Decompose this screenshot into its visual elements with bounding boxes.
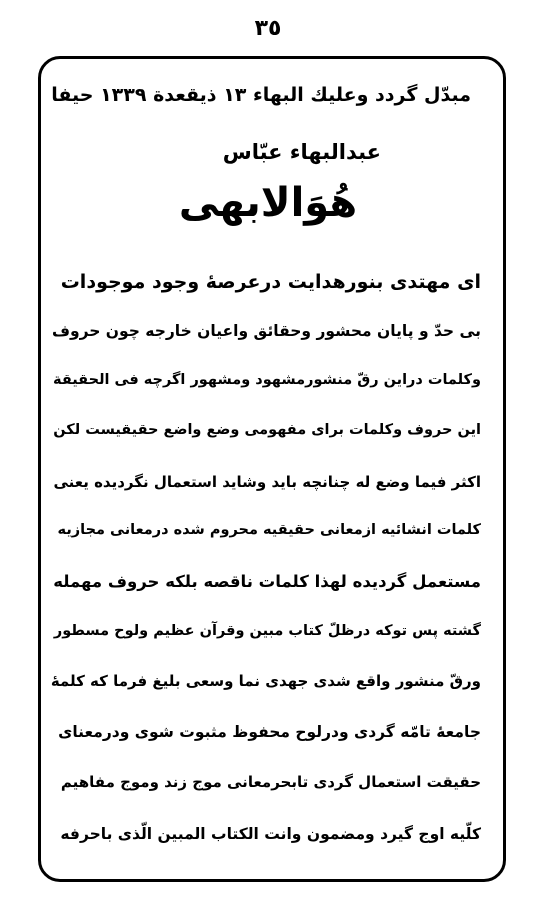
body-line: مستعمل گردیده لهذا کلمات ناقصه بلکه حروف مهمله (53, 572, 481, 591)
page-number: ٣٥ (254, 16, 282, 41)
body-line: اکثر فیما وضع له چنانچه باید وشاید استعمال نگردیده یعنی (53, 473, 481, 491)
body-line: کلّیه اوج گیرد ومضمون وانت الکتاب المبین الّذی باحرفه (60, 825, 481, 843)
body-line: وکلمات دراین رقّ منشورمشهود ومشهور اگرچه فی الحقیقة (53, 372, 481, 388)
body-line: ورقّ منشور واقع شدی جهدی نما وسعی بلیغ فرما که کلمهٔ (50, 672, 481, 690)
signature: عبدالبهاء عبّاس (222, 140, 381, 164)
invocation-heading: هُوَالابهی (178, 180, 358, 226)
body-line: ای مهتدی بنورهدایت درعرصهٔ وجود موجودات (60, 271, 481, 293)
body-line: کلمات انشائیه ازمعانی حقیقیه محروم شده درمعانی مجازیه (57, 522, 481, 538)
body-line: حقیقت استعمال گردی تابحرمعانی موج زند وموج مفاهیم (60, 773, 481, 791)
body-line: این حروف وکلمات برای مفهومی وضع واضع حقیقیست لکن (53, 422, 481, 438)
closing-line: مبدّل گردد وعليك البهاء ١٣ ذيقعدة ١٣٣٩ حيفا (51, 84, 471, 106)
body-line: جامعهٔ تامّه گردی ودرلوح محفوظ مثبوت شوی ودرمعنای (58, 723, 481, 741)
body-line: بی حدّ و پایان محشور وحقائق واعیان خارجه چون حروف (51, 322, 481, 340)
body-line: گشته پس توکه درظلّ کتاب مبین وقرآن عظیم ولوح مسطور (53, 623, 481, 639)
